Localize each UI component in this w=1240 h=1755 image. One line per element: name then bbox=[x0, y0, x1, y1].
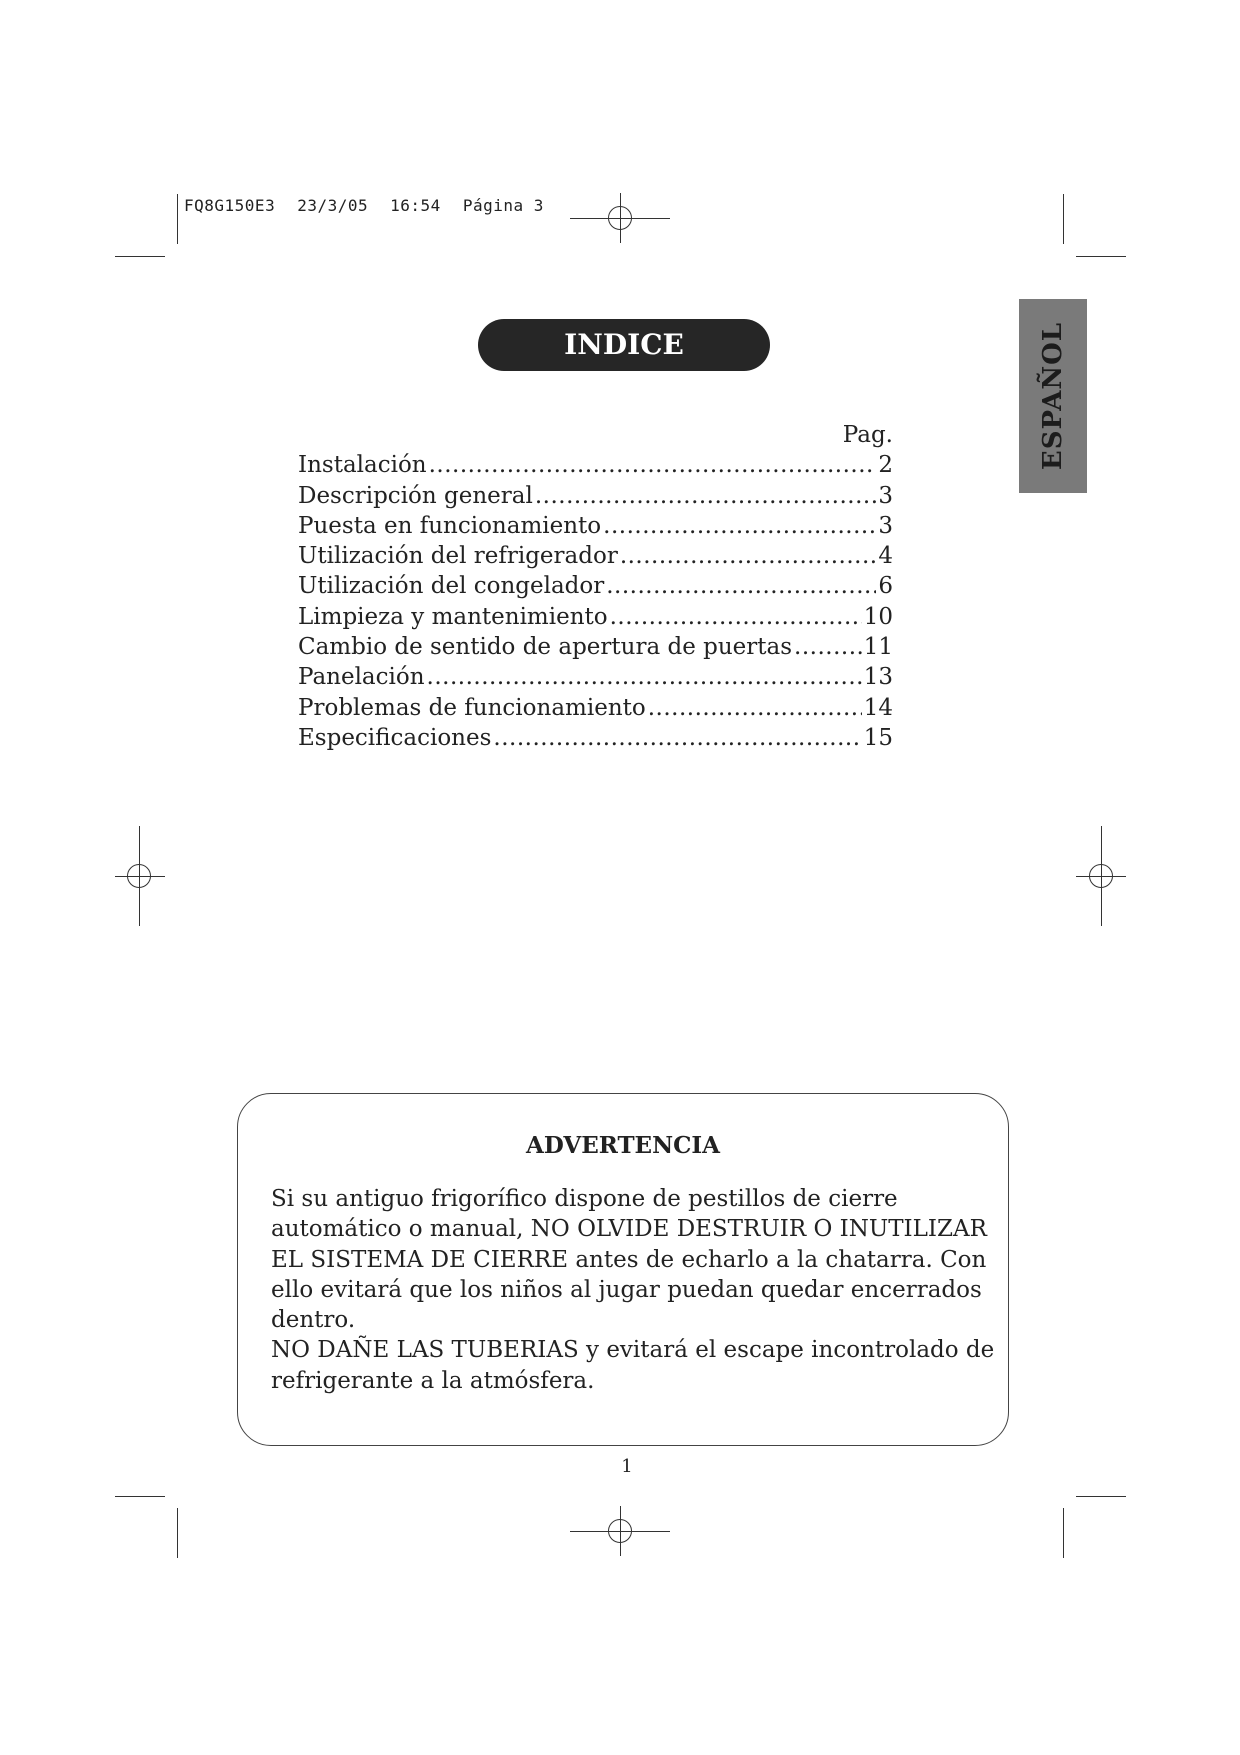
page-title: INDICE bbox=[478, 319, 770, 371]
warning-line: EL SISTEMA DE CIERRE antes de echarlo a la chatarra. Con bbox=[271, 1246, 987, 1273]
toc-leader-dots bbox=[429, 450, 877, 480]
toc-entry bbox=[298, 693, 893, 723]
warning-line: dentro. bbox=[271, 1307, 356, 1334]
crop-mark-top-right-horizontal bbox=[1076, 256, 1126, 257]
print-slug bbox=[184, 196, 566, 215]
warning-line: NO DAÑE LAS TUBERIAS y evitará el escape incontrolado de bbox=[271, 1337, 995, 1364]
warning-title: ADVERTENCIA bbox=[525, 1132, 721, 1159]
toc-entry-page: 2 bbox=[878, 452, 893, 479]
language-tab bbox=[1019, 299, 1087, 493]
warning-line: refrigerante a la atmósfera. bbox=[271, 1367, 595, 1394]
toc-entry-page: 15 bbox=[863, 724, 893, 751]
toc-leader-dots bbox=[427, 662, 862, 692]
crop-mark-top-left-vertical bbox=[177, 194, 178, 244]
crop-mark-top-right-vertical bbox=[1063, 194, 1064, 244]
slug-time: 16:54 bbox=[390, 196, 441, 215]
warning-line: Si su antiguo frigorífico dispone de pestillos de cierre bbox=[271, 1186, 898, 1212]
registration-mark-left-circle bbox=[127, 864, 151, 888]
toc-leader-dots bbox=[535, 481, 877, 511]
toc-entry bbox=[298, 571, 893, 601]
toc-entry bbox=[298, 723, 893, 753]
slug-page: Página 3 bbox=[462, 196, 544, 215]
warning-line: automático o manual, NO OLVIDE DESTRUIR O INUTILIZAR bbox=[271, 1216, 987, 1243]
toc-leader-dots bbox=[648, 693, 862, 723]
toc-entry-label: Especificaciones bbox=[298, 724, 492, 751]
toc-entry-label: Utilización del congelador bbox=[298, 573, 605, 600]
toc-entry-label: Utilización del refrigerador bbox=[298, 543, 618, 570]
toc-entry bbox=[298, 602, 893, 632]
toc-entry bbox=[298, 481, 893, 511]
warning-line: ello evitará que los niños al jugar puedan quedar encerrados bbox=[271, 1276, 982, 1303]
toc-entry-label: Descripción general bbox=[298, 482, 533, 509]
registration-mark-bottom-circle bbox=[608, 1519, 632, 1543]
toc-entry-page: 6 bbox=[878, 573, 893, 600]
toc-entry-label: Puesta en funcionamiento bbox=[298, 512, 602, 539]
toc-entry-label: Instalación bbox=[298, 452, 427, 479]
page-number: 1 bbox=[621, 1456, 633, 1477]
warning-body bbox=[271, 1184, 996, 1396]
toc-leader-dots bbox=[620, 541, 877, 571]
crop-mark-bottom-right-vertical bbox=[1063, 1508, 1064, 1558]
registration-mark-top-circle bbox=[608, 206, 632, 230]
crop-mark-top-left-horizontal bbox=[115, 256, 165, 257]
toc-leader-dots bbox=[606, 571, 876, 601]
toc-entry-page: 3 bbox=[878, 482, 893, 509]
toc-entry-page: 10 bbox=[863, 603, 893, 630]
crop-mark-bottom-right-horizontal bbox=[1076, 1496, 1126, 1497]
toc-entry-page: 13 bbox=[863, 664, 893, 691]
toc-leader-dots bbox=[610, 602, 862, 632]
slug-file: FQ8G150E3 bbox=[184, 196, 276, 215]
toc-entry-page: 14 bbox=[863, 694, 893, 721]
language-tab-label: ESPAÑOL bbox=[1038, 321, 1068, 471]
toc-entry bbox=[298, 511, 893, 541]
toc-entry-page: 3 bbox=[878, 512, 893, 539]
crop-mark-bottom-left-vertical bbox=[177, 1508, 178, 1558]
toc-entry bbox=[298, 541, 893, 571]
toc-leader-dots bbox=[493, 723, 861, 753]
registration-mark-right-circle bbox=[1089, 864, 1113, 888]
toc-leader-dots bbox=[603, 511, 876, 541]
toc-page-header: Pag. bbox=[842, 422, 893, 448]
toc-entry bbox=[298, 450, 893, 480]
toc-entry-label: Cambio de sentido de apertura de puertas bbox=[298, 634, 793, 661]
toc-entry-label: Panelación bbox=[298, 664, 425, 691]
warning-box bbox=[237, 1093, 1009, 1446]
toc-entry-page: 4 bbox=[878, 543, 893, 570]
toc-entry bbox=[298, 662, 893, 692]
toc-entry-label: Problemas de funcionamiento bbox=[298, 694, 646, 721]
toc-entry-page: 11 bbox=[863, 634, 893, 661]
table-of-contents bbox=[298, 420, 893, 753]
toc-entry-label: Limpieza y mantenimiento bbox=[298, 603, 608, 630]
slug-date: 23/3/05 bbox=[297, 196, 369, 215]
crop-mark-bottom-left-horizontal bbox=[115, 1496, 165, 1497]
toc-entry bbox=[298, 632, 893, 662]
toc-leader-dots bbox=[794, 632, 862, 662]
